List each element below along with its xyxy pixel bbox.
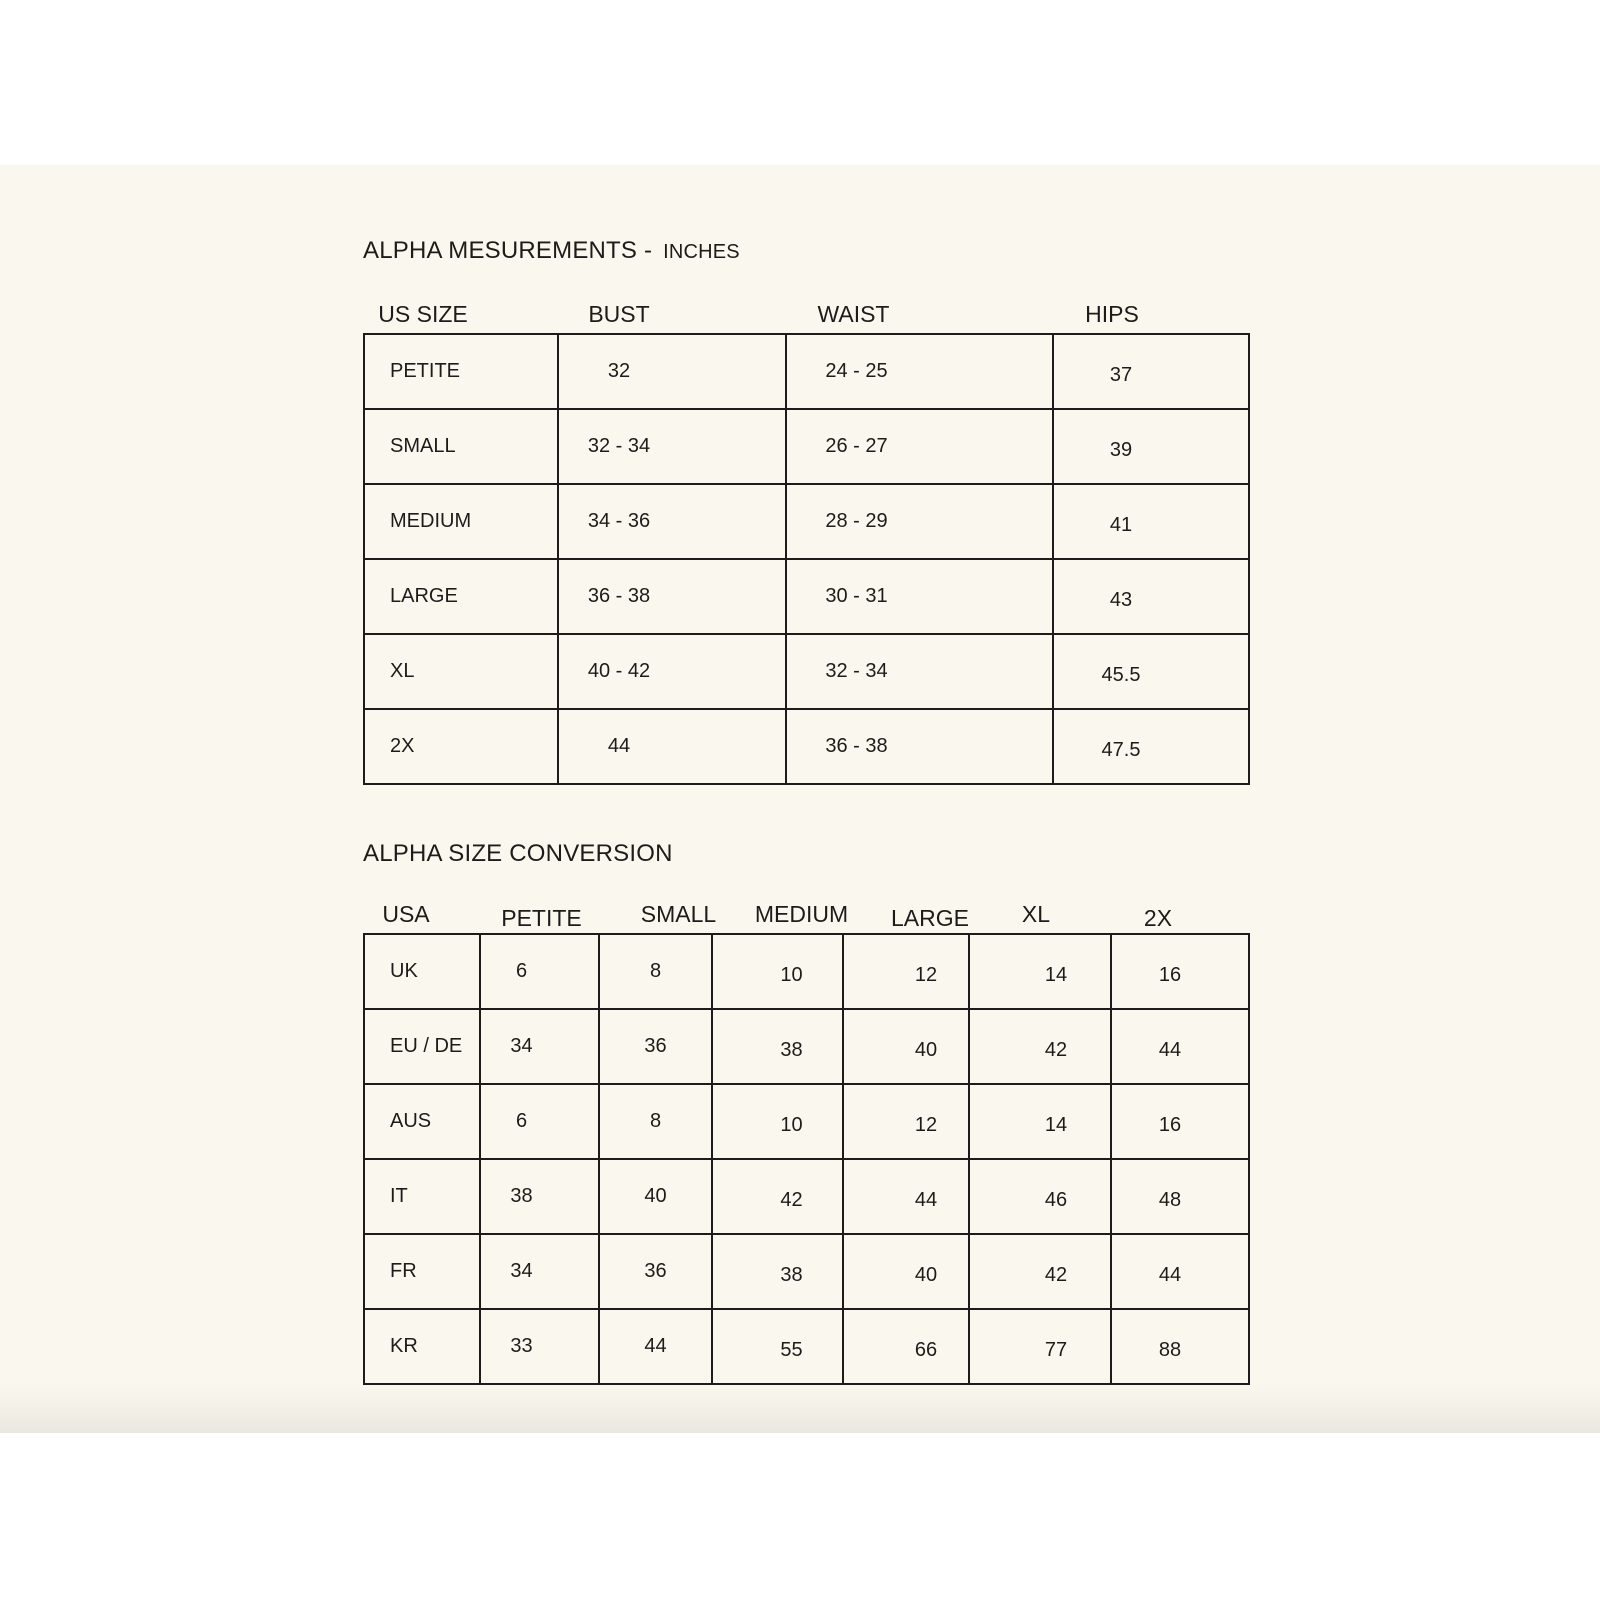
- petite-value: 34: [481, 1235, 598, 1308]
- region-label: FR: [365, 1235, 479, 1308]
- medium-value: 10: [713, 935, 842, 1008]
- column-header-usa: USA: [382, 900, 430, 927]
- medium-value: 38: [713, 1010, 842, 1083]
- waist-value: 32 - 34: [787, 635, 1052, 708]
- 2x-value: 48: [1112, 1160, 1248, 1233]
- region-label: EU / DE: [365, 1010, 479, 1083]
- small-value: 40: [600, 1160, 711, 1233]
- column-header-large: LARGE: [891, 904, 969, 931]
- medium-value: 55: [713, 1310, 842, 1383]
- region-label: IT: [365, 1160, 479, 1233]
- 2x-value: 16: [1112, 935, 1248, 1008]
- column-header-xl: XL: [1021, 900, 1051, 927]
- waist-value: 30 - 31: [787, 560, 1052, 633]
- large-value: 12: [844, 1085, 968, 1158]
- region-label: AUS: [365, 1085, 479, 1158]
- medium-value: 42: [713, 1160, 842, 1233]
- conversion-header-row: [363, 896, 1248, 932]
- bust-value: 34 - 36: [559, 485, 785, 558]
- region-label: UK: [365, 935, 479, 1008]
- hips-value: 39: [1054, 410, 1248, 483]
- size-guide-sheet: [0, 165, 1600, 1433]
- waist-value: 26 - 27: [787, 410, 1052, 483]
- column-header-waist: WAIST: [817, 300, 890, 327]
- measurements-header-row: [363, 296, 1248, 332]
- bust-value: 36 - 38: [559, 560, 785, 633]
- small-value: 8: [600, 1085, 711, 1158]
- hips-value: 43: [1054, 560, 1248, 633]
- large-value: 12: [844, 935, 968, 1008]
- small-value: 36: [600, 1010, 711, 1083]
- medium-value: 10: [713, 1085, 842, 1158]
- xl-value: 42: [970, 1010, 1110, 1083]
- bust-value: 40 - 42: [559, 635, 785, 708]
- xl-value: 77: [970, 1310, 1110, 1383]
- hips-value: 41: [1054, 485, 1248, 558]
- waist-value: 36 - 38: [787, 710, 1052, 783]
- column-header-small: SMALL: [640, 900, 717, 927]
- column-header-2x: 2X: [1143, 904, 1173, 931]
- hips-value: 37: [1054, 335, 1248, 408]
- petite-value: 33: [481, 1310, 598, 1383]
- 2x-value: 44: [1112, 1235, 1248, 1308]
- size-label: MEDIUM: [365, 485, 557, 558]
- 2x-value: 44: [1112, 1010, 1248, 1083]
- hips-value: 45.5: [1054, 635, 1248, 708]
- column-header-petite: PETITE: [501, 904, 582, 931]
- measurements-title: [363, 237, 740, 265]
- xl-value: 46: [970, 1160, 1110, 1233]
- region-label: KR: [365, 1310, 479, 1383]
- conversion-title: ALPHA SIZE CONVERSION: [363, 840, 673, 867]
- column-header-medium: MEDIUM: [754, 900, 849, 927]
- bust-value: 32 - 34: [559, 410, 785, 483]
- small-value: 8: [600, 935, 711, 1008]
- conversion-table: [363, 933, 1250, 1385]
- 2x-value: 16: [1112, 1085, 1248, 1158]
- large-value: 40: [844, 1010, 968, 1083]
- waist-value: 28 - 29: [787, 485, 1052, 558]
- measurements-title-unit: INCHES: [663, 241, 740, 263]
- bust-value: 32: [559, 335, 785, 408]
- large-value: 40: [844, 1235, 968, 1308]
- hips-value: 47.5: [1054, 710, 1248, 783]
- size-label: SMALL: [365, 410, 557, 483]
- column-header-hips: HIPS: [1085, 300, 1139, 327]
- petite-value: 6: [481, 1085, 598, 1158]
- measurements-title-main: ALPHA MESUREMENTS -: [363, 237, 653, 264]
- petite-value: 38: [481, 1160, 598, 1233]
- xl-value: 42: [970, 1235, 1110, 1308]
- measurements-table: [363, 333, 1250, 785]
- column-header-bust: BUST: [588, 300, 650, 327]
- large-value: 66: [844, 1310, 968, 1383]
- medium-value: 38: [713, 1235, 842, 1308]
- size-label: LARGE: [365, 560, 557, 633]
- xl-value: 14: [970, 935, 1110, 1008]
- bust-value: 44: [559, 710, 785, 783]
- size-label: XL: [365, 635, 557, 708]
- small-value: 36: [600, 1235, 711, 1308]
- column-header-us-size: US SIZE: [378, 300, 468, 327]
- size-label: 2X: [365, 710, 557, 783]
- large-value: 44: [844, 1160, 968, 1233]
- small-value: 44: [600, 1310, 711, 1383]
- petite-value: 34: [481, 1010, 598, 1083]
- size-label: PETITE: [365, 335, 557, 408]
- petite-value: 6: [481, 935, 598, 1008]
- waist-value: 24 - 25: [787, 335, 1052, 408]
- 2x-value: 88: [1112, 1310, 1248, 1383]
- xl-value: 14: [970, 1085, 1110, 1158]
